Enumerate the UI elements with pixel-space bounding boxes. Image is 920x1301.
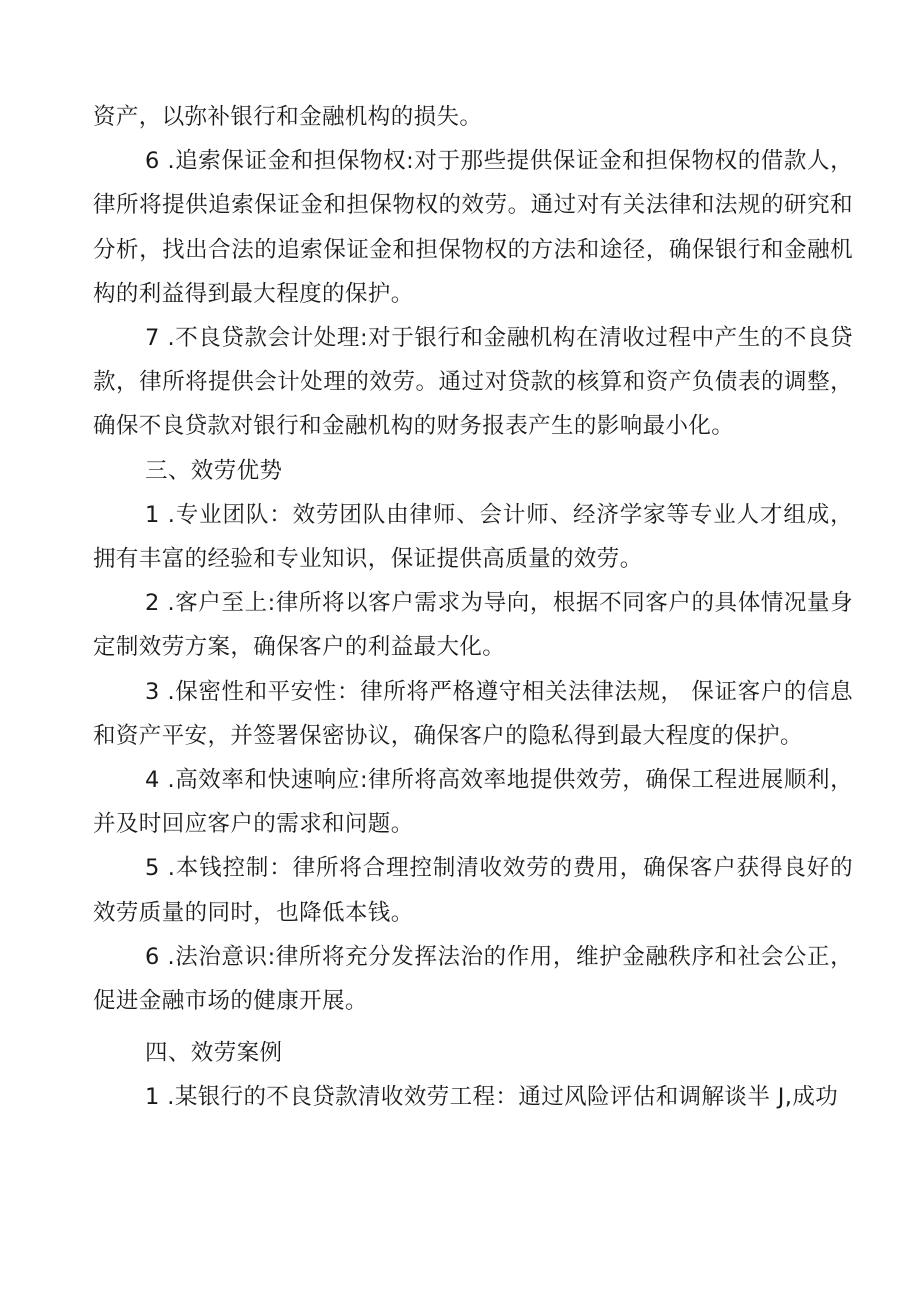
section-heading-advantages: 三、效劳优势 [145,457,283,484]
paragraph-item-7-accounting: 7 .不良贷款会计处理:对于银行和金融机构在清收过程中产生的不良贷款，律所将提供会计处理的效劳。通过对贷款的核算和资产负债表的调整，确保不良贷款对银行和金融机构的财务报表产生的影响最小化。 [93,325,853,440]
paragraph-item-1-team: 1 .专业团队：效劳团队由律师、会计师、经济学家等专业人才组成，拥有丰富的经验和专业知识，保证提供高质量的效劳。 [93,501,853,573]
section-heading-cases: 四、效劳案例 [145,1040,283,1067]
paragraph-item-5-cost: 5 .本钱控制：律所将合理控制清收效劳的费用，确保客户获得良好的效劳质量的同时，也降低本钱。 [93,855,853,926]
paragraph-case-1: 1 .某银行的不良贷款清收效劳工程：通过风险评估和调解谈半 J,成功 [145,1084,839,1111]
paragraph-item-2-customer: 2 .客户至上:律所将以客户需求为导向，根据不同客户的具体情况量身定制效劳方案，确保客户的利益最大化。 [93,590,853,661]
document-body [93,95,853,1120]
paragraph-item-4-efficiency: 4 .高效率和快速响应:律所将高效率地提供效劳，确保工程进展顺利，并及时回应客户的需求和问题。 [93,767,853,838]
paragraph-item-3-confidentiality: 3 .保密性和平安性：律所将严格遵守相关法律法规， 保证客户的信息和资产平安，并签署保密协议，确保客户的隐私得到最大程度的保护。 [93,678,853,749]
paragraph-item-6-rule-of-law: 6 .法治意识:律所将充分发挥法治的作用，维护金融秩序和社会公正，促进金融市场的健康开展。 [93,943,853,1015]
paragraph-continuation: 资产，以弥补银行和金融机构的损失。 [93,104,483,130]
paragraph-item-6-recovery: 6 .追索保证金和担保物权:对于那些提供保证金和担保物权的借款人，律所将提供追索保证金和担保物权的效劳。通过对有关法律和法规的研究和分析，找出合法的追索保证金和担保物权的方法和途径，确保银行和金融机构的利益得到最大程度的保护。 [93,148,853,307]
